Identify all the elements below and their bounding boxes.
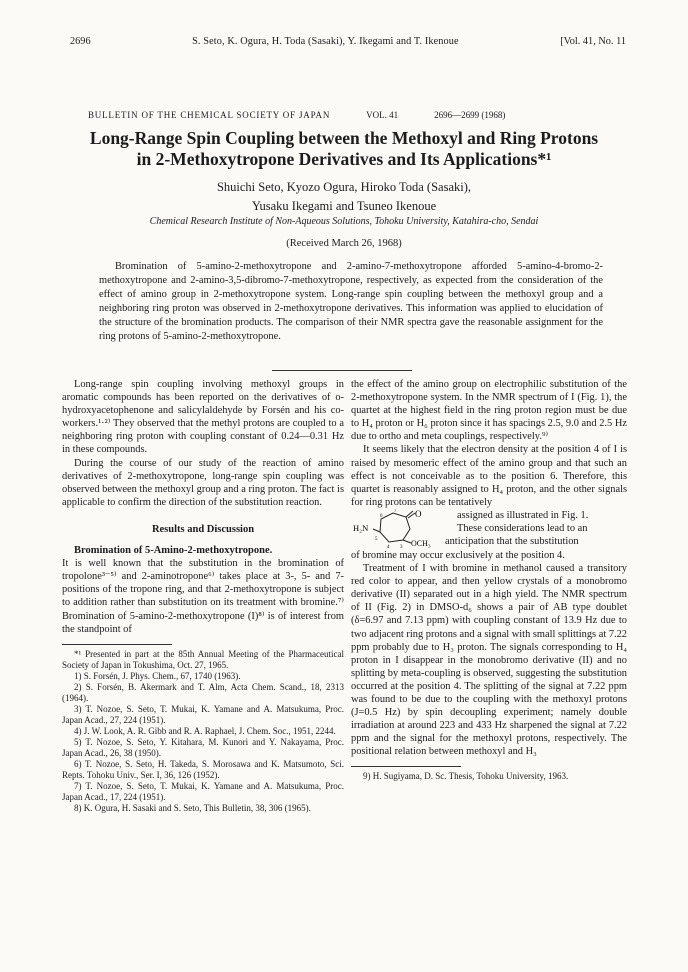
footnote: 6) T. Nozoe, S. Seto, H. Takeda, S. Morosawa and K. Matsumoto, Sci. Repts. Tohoku Univ., Ser. I, 36, 126 (1952). bbox=[62, 758, 344, 780]
methoxy-label: OCH₃ bbox=[411, 538, 431, 548]
footnote-divider bbox=[62, 644, 172, 645]
paragraph: It is well known that the substitution in the bromination of tropolone³⁻⁵⁾ and 2-aminotropone⁶⁾ takes place at 3-, 5- and 7-positions of the tropone ring, and that 2-methoxytropone is subject to addition rather than substitution on its treatment with bromine.⁷⁾ Bromination of 5-amino-2-methoxytropone (I)⁸⁾ is of interest from the standpoint of bbox=[62, 558, 344, 635]
footnote: 2) S. Forsén, B. Akermark and T. Alm, Acta Chem. Scand., 18, 2313 (1964). bbox=[62, 681, 344, 703]
footnote: 8) K. Ogura, H. Sasaki and S. Seto, This Bulletin, 38, 306 (1965). bbox=[74, 802, 311, 813]
journal-volume: VOL. 41 bbox=[366, 110, 399, 120]
methoxy-bond bbox=[403, 540, 411, 543]
section-heading: Results and Discussion bbox=[151, 523, 255, 535]
running-header bbox=[70, 36, 626, 47]
authors-line-2: Yusaku Ikegami and Tsuneo Ikenoue bbox=[251, 199, 437, 213]
position-label: 7 bbox=[394, 508, 397, 514]
running-header-volume: [Vol. 41, No. 11 bbox=[560, 36, 626, 47]
authors-line-1: Shuichi Seto, Kyozo Ogura, Hiroko Toda (Sasaki), bbox=[216, 180, 472, 194]
page-number: 2696 bbox=[70, 36, 91, 47]
footnote: 7) T. Nozoe, S. Seto, T. Mukai, K. Yamane and A. Matsukuma, Proc. Japan Acad., 17, 224 (1951). bbox=[62, 780, 344, 802]
footnote: 5) T. Nozoe, S. Seto, Y. Kitahara, M. Kunori and Y. Nakayama, Proc. Japan Acad., 26, 38 (1950). bbox=[62, 736, 344, 758]
footnote: 9) H. Sugiyama, D. Sc. Thesis, Tohoku University, 1963. bbox=[363, 771, 569, 782]
author-list bbox=[60, 178, 628, 216]
structure-row bbox=[351, 509, 627, 549]
paragraph: Long-range spin coupling involving methoxyl groups in aromatic compounds has been reported on the derivatives of o-hydroxyacetophenone and salicylaldehyde by Forsén and his co-workers.¹·²⁾ They observed that the methyl protons are coupled to a neighboring ring proton with coupling constant of 0.24—0.31 Hz in these compounds. bbox=[62, 379, 344, 456]
journal-name: BULLETIN OF THE CHEMICAL SOCIETY OF JAPAN bbox=[88, 110, 331, 120]
amino-bond bbox=[373, 529, 380, 532]
abstract: Bromination of 5-amino-2-methoxytropone and 2-amino-7-methoxytropone afforded 5-amino-4-bromo-2-methoxytropone and 2-amino-3,5-dibromo-7-methoxytropone, respectively, as expected from the consideration of the effect of amino group in 2-methoxytropone system. Long-range spin coupling between the methoxyl group and a neighboring ring proton was observed in 2-methoxytropone derivatives. This information was applied to elucidation of the structure of the bromination products. The comparison of their NMR spectra gave the reasonable assignment for the ring protons of 5-amino-2-methoxytropone. bbox=[99, 261, 603, 342]
position-label: 6 bbox=[380, 513, 383, 519]
paragraph: of bromine may occur exclusively at the position 4. bbox=[351, 549, 565, 561]
structure-caption-text bbox=[445, 509, 627, 548]
position-label: 5 bbox=[375, 536, 378, 542]
paragraph: It seems likely that the electron density at the position 4 of I is raised by mesomeric effect of the amino group and that such an effect is not conceivable as to the position 6. Therefore, this quartet is reasonably assigned to H₄ proton, and the other signals for ring protons can be tentatively bbox=[351, 444, 627, 508]
running-header-authors: S. Seto, K. Ogura, H. Toda (Sasaki), Y. Ikegami and T. Ikenoue bbox=[192, 36, 459, 47]
subsection-heading: Bromination of 5-Amino-2-methoxytropone. bbox=[74, 545, 273, 557]
received-date: (Received March 26, 1968) bbox=[286, 238, 402, 249]
title-line-2: in 2-Methoxytropone Derivatives and Its Applications*¹ bbox=[136, 149, 552, 169]
section-divider bbox=[272, 370, 412, 371]
paragraph: the effect of the amino group on electrophilic substitution of the 2-methoxytropone system. In the NMR spectrum of I (Fig. 1), the quartet at the highest field in the ring proton region must be due to H₄ proton or H₆ proton since it has spacings 2.5, 9.0 and 2.5 Hz due to ortho and meta couplings, respectively.⁹⁾ bbox=[351, 379, 627, 443]
tropone-ring bbox=[380, 513, 410, 542]
position-label: 3 bbox=[400, 544, 403, 549]
journal-line bbox=[88, 110, 600, 120]
text-line: These considerations lead to an bbox=[457, 523, 588, 535]
footnote: *¹ Presented in part at the 85th Annual Meeting of the Pharmaceutical Society of Japan in Tokushima, Oct. 27, 1965. bbox=[62, 648, 344, 670]
footnote: 1) S. Forsén, J. Phys. Chem., 67, 1740 (1963). bbox=[74, 670, 241, 681]
text-line: assigned as illustrated in Fig. 1. bbox=[457, 509, 589, 521]
right-column bbox=[351, 378, 627, 782]
article-title bbox=[60, 128, 628, 170]
footnote: 4) J. W. Look, A. R. Gibb and R. A. Raphael, J. Chem. Soc., 1951, 2244. bbox=[74, 725, 336, 736]
paragraph: During the course of our study of the reaction of amino derivatives of 2-methoxytropone, long-range spin coupling was observed between the methoxyl group and a ring proton. The fact is applicable to confirm the direction of the substitution reaction. bbox=[62, 457, 344, 508]
amino-label: H₂N bbox=[353, 522, 369, 533]
text-line: anticipation that the substitution bbox=[445, 536, 579, 548]
carbonyl-bond bbox=[406, 511, 413, 517]
methoxytropone-structure bbox=[351, 509, 445, 549]
paragraph: Treatment of I with bromine in methanol caused a transitory red color to appear, and then yellow crystals of a monobromo derivative (II) separated out in a high yield. The NMR spectrum of II (Fig. 2) in DMSO-d₆ shows a pair of AB type doublet (δ=6.97 and 7.13 ppm) with coupling constant of 13.9 Hz due to two adjacent ring protons and a signal with small splittings at 7.22 ppm probably due to H₃ proton. The signals corresponding to H₄ proton in I disappear in the monobromo derivative (II) and no splitting by meta-coupling is observed, suggesting the substitution occurred at the position 4. The splitting of the signal at 7.22 ppm was found to be due to the coupling with the methoxyl protons (J=0.5 Hz) by spin decoupling experiment; namely double irradiation at around 223 and 433 Hz sharpened the signal at 7.22 ppm and the signal for the methoxyl protons, respectively. The positional relation between methoxyl and H₃ bbox=[351, 563, 627, 758]
title-line-1: Long-Range Spin Coupling between the Methoxyl and Ring Protons bbox=[89, 128, 599, 148]
journal-pages: 2696—2699 (1968) bbox=[434, 110, 506, 120]
position-label: 4 bbox=[387, 544, 390, 549]
left-column bbox=[62, 378, 344, 814]
oxygen-label: O bbox=[415, 508, 422, 519]
footnote-divider bbox=[351, 766, 461, 767]
affiliation: Chemical Research Institute of Non-Aqueous Solutions, Tohoku University, Katahira-cho, Sendai bbox=[149, 216, 539, 227]
footnote: 3) T. Nozoe, S. Seto, T. Mukai, K. Yamane and A. Matsukuma, Proc. Japan Acad., 27, 224 (1951). bbox=[62, 703, 344, 725]
